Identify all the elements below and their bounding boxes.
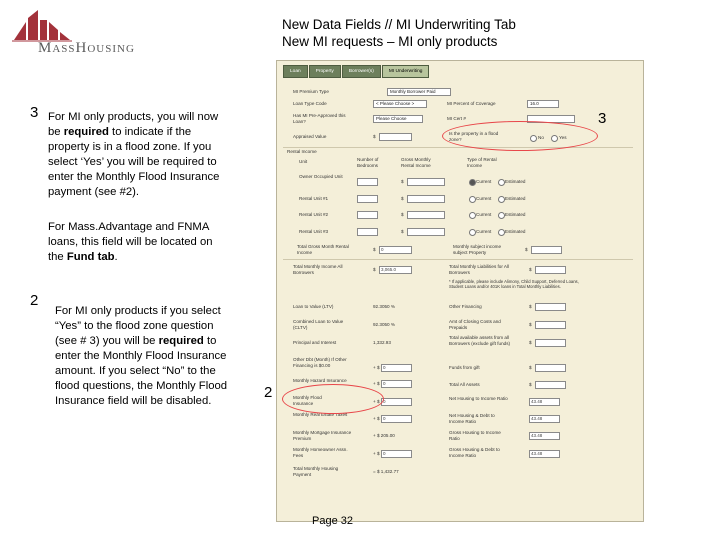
note-3-text: [48, 110, 223, 200]
owner-current-radio[interactable]: [469, 179, 476, 186]
note-3-fund-tab: Fund tab: [66, 251, 115, 263]
monthly-subject-label: Monthly subject income subject Property: [453, 244, 502, 255]
tax-label: Monthly Real Estate Taxes: [293, 412, 348, 417]
row-rental-2: Rental Unit #2: [299, 212, 329, 217]
hazard-label: Monthly Hazard Insurance: [293, 378, 347, 383]
total-housing-value: = $ 1,432.77: [373, 469, 399, 474]
rental3-estimated-radio[interactable]: [498, 229, 505, 236]
owner-estimated-label: Estimated: [505, 179, 526, 184]
row-rental-3: Rental Unit #3: [299, 229, 329, 234]
logo-wordmark: MassHousing: [38, 40, 135, 56]
cltv-label: Combined Loan to Value (CLTV): [293, 319, 344, 330]
flood-zone-label: Is the property in a flood zone?: [449, 131, 499, 142]
flood-insurance-input[interactable]: 0: [381, 398, 412, 406]
total-rental-value: 0: [379, 246, 412, 254]
loan-type-label: Loan Type Code: [293, 101, 327, 106]
other-financing-label: Other Financing: [449, 304, 482, 309]
loan-type-select[interactable]: < Please Choose >: [373, 100, 427, 108]
other-debt-label: Other Dbt (Month) If Other Financing is $0.00: [293, 357, 347, 368]
note-3-part-a: For MI only products, you will now be: [48, 111, 219, 138]
rental2-current-radio[interactable]: [469, 212, 476, 219]
note-3-marker: 3: [30, 104, 39, 121]
note-2-part-b: to enter the Monthly Flood Insurance amount. If you select “No” to the flood questions, the Monthly Flood Insurance field will be disabled.: [55, 335, 228, 407]
owner-estimated-radio[interactable]: [498, 179, 505, 186]
cltv-value: 92.3050 %: [373, 322, 395, 327]
flood-yes-label: Yes: [559, 135, 567, 140]
mi-premium-label: Monthly Mortgage Insurance Premium: [293, 430, 352, 441]
note-2-part-a: For MI only products if you select “Yes” to the flood zone question (see # 3) you will be: [55, 305, 221, 347]
gross-debt-label: Gross Housing & Debt to Income Ratio: [449, 447, 500, 458]
net-debt-label: Net Housing & Debt to Income Ratio: [449, 413, 495, 424]
note-3-fund-text: [48, 220, 223, 265]
total-rental-label: Total Gross Month Rental Income: [297, 244, 349, 255]
mi-underwriting-screenshot: Loan Property Borrower(s) MI Underwriting MI Premium Type Monthly Borrower Paid Loan Type Code < Please Choose > MI Percent of Coverage 16.0 Has MI Pre-Approved this Loan? Please Choose MI Cert # Appraised Value $ Is the property in a flood zone? No Yes Rental Income Unit Number of Bedrooms Gross Monthly Rental Income Type of Rental Income Owner Occupied Unit $ Current Estimated Rental Unit #1 $ Current Estimated Rental Unit #2 $ Current Estimated Rental Unit #3 $ Current Estimated Total Gross Month Rental Income $ 0 Monthly subject income subject Property $ Total Monthly Income All Borrowers $ 3,065.0 Total Monthly Liabilities for All Borrowers $ * If applicable, please include Alimony, Child Support, Deferred Loans, Student Loans and/or 401K loans in Total Monthly Liabilities. Loan to Value (LTV) 92.3050 % Other Financing $ Combined Loan to Value (CLTV) 92.3050 % Amt of Closing Costs and Prepaids $ Principal and Interest 1,332.93 Total available assets from all Borrowers (exclude gift funds) $ Other Dbt (Month) If Other Financing is $0.00 + $ 0 Funds from gift $ Monthly Hazard Insurance + $ 0 Total All Assets $ Monthly Flood Insurance + $ 0 Net Housing to Income Ratio 43.48 Monthly Real Estate Taxes + $ 0 Net Housing & Debt to Income Ratio 43.48 Monthly Mortgage Insurance Premium + $ 205.00 Gross Housing to Income Ratio 43.48 Monthly Homeowner Assn. Fees + $ 0 Gross Housing & Debt to Income Ratio 43.48 Total Monthly Housing Payment = $ 1,432.77: [276, 60, 644, 522]
owner-bedrooms-input[interactable]: [357, 178, 378, 186]
row-rental-1: Rental Unit #1: [299, 196, 329, 201]
rental1-current-radio[interactable]: [469, 196, 476, 203]
liabilities-note: * If applicable, please include Alimony, Child Support, Deferred Loans, Student Loans and/or 401K loans in Total Monthly Liabilities.: [449, 279, 579, 289]
pi-label: Principal and Interest: [293, 340, 337, 345]
tab-mi-underwriting[interactable]: MI Underwriting: [382, 65, 430, 78]
rental3-estimated-label: Estimated: [505, 229, 526, 234]
flood-zone-highlight: [442, 121, 598, 151]
net-housing-label: Net Housing to Income Ratio: [449, 396, 508, 401]
tab-property[interactable]: Property: [309, 65, 341, 78]
funds-gift-input[interactable]: [535, 364, 566, 372]
closing-costs-input[interactable]: [535, 321, 566, 329]
rental3-current-radio[interactable]: [469, 229, 476, 236]
monthly-subject-input[interactable]: [531, 246, 562, 254]
funds-gift-label: Funds from gift: [449, 365, 480, 370]
mi-premium-value: + $ 205.00: [373, 433, 395, 438]
col-gross: Gross Monthly Rental Income: [401, 157, 431, 168]
total-housing-label: Total Monthly Housing Payment: [293, 466, 339, 477]
rental3-rent-input[interactable]: [407, 228, 445, 236]
mi-premium-type-select[interactable]: Monthly Borrower Paid: [387, 88, 451, 96]
col-bedrooms: Number of Bedrooms: [357, 157, 379, 168]
available-assets-label: Total available assets from all Borrowers (exclude gift funds): [449, 335, 511, 346]
rental1-estimated-label: Estimated: [505, 196, 526, 201]
house-logo-icon: [12, 8, 72, 42]
note-3-part-d: .: [114, 251, 118, 263]
rental2-bedrooms-input[interactable]: [357, 211, 378, 219]
flood-no-label: No: [538, 135, 544, 140]
header-line-2: New MI requests – MI only products: [282, 34, 498, 49]
total-assets-label: Total All Assets: [449, 382, 480, 387]
note-2-text: [55, 304, 235, 409]
rental1-rent-input[interactable]: [407, 195, 445, 203]
rental1-estimated-radio[interactable]: [498, 196, 505, 203]
callout-3-marker: 3: [598, 110, 607, 127]
percent-coverage-select[interactable]: 16.0: [527, 100, 559, 108]
gross-housing-label: Gross Housing to Income Ratio: [449, 430, 501, 441]
owner-current-label: Current: [476, 179, 492, 184]
preapproved-select[interactable]: Please Choose: [373, 115, 423, 123]
hoa-label: Monthly Homeowner Assn. Fees: [293, 447, 348, 458]
total-liabilities-label: Total Monthly Liabilities for All Borrowers: [449, 264, 510, 275]
rental1-current-label: Current: [476, 196, 492, 201]
note-3-bold: required: [63, 126, 109, 138]
other-financing-input[interactable]: [535, 303, 566, 311]
total-liabilities-input[interactable]: [535, 266, 566, 274]
col-type: Type of Rental Income: [467, 157, 497, 168]
mi-premium-type-label: MI Premium Type: [293, 89, 329, 94]
net-housing-value: 43.48: [529, 398, 560, 406]
mi-premium-amount: 205.00: [380, 433, 395, 438]
page-number: Page 32: [312, 515, 353, 527]
owner-rent-input[interactable]: [407, 178, 445, 186]
note-3-part-c: For Mass.Advantage and FNMA loans, this field will be located on the: [48, 221, 213, 263]
hoa-input[interactable]: 0: [381, 450, 412, 458]
note-2-marker: 2: [30, 292, 39, 309]
masshousing-logo: [10, 8, 140, 56]
total-income-value: 3,065.0: [379, 266, 412, 274]
flood-insurance-highlight: [282, 384, 384, 414]
rental2-current-label: Current: [476, 212, 492, 217]
note-3-part-b: to indicate if the property is in a flood zone. If you select ‘Yes’ you will be required to enter the Monthly Flood Insurance payment (see #2).: [48, 126, 220, 198]
appraised-input[interactable]: [379, 133, 412, 141]
tab-bar: [283, 65, 430, 78]
rental-income-header: Rental Income: [287, 149, 317, 154]
tab-borrowers[interactable]: Borrower(s): [342, 65, 381, 78]
rental2-estimated-label: Estimated: [505, 212, 526, 217]
tax-input[interactable]: 0: [381, 415, 412, 423]
ltv-value: 92.3050 %: [373, 304, 395, 309]
col-unit: Unit: [299, 159, 308, 164]
total-income-label: Total Monthly Income All Borrowers: [293, 264, 343, 275]
row-owner: Owner Occupied Unit: [299, 174, 343, 179]
rental3-current-label: Current: [476, 229, 492, 234]
gross-housing-value: 43.48: [529, 432, 560, 440]
callout-2-marker: 2: [264, 384, 273, 401]
mi-cert-label: MI Cert #: [447, 116, 466, 121]
note-2-bold: required: [158, 335, 204, 347]
rental2-estimated-radio[interactable]: [498, 212, 505, 219]
total-housing-amount: 1,432.77: [380, 469, 399, 474]
tab-loan[interactable]: Loan: [283, 65, 308, 78]
appraised-label: Appraised Value: [293, 134, 327, 139]
ltv-label: Loan to Value (LTV): [293, 304, 334, 309]
total-assets-value: [535, 381, 566, 389]
pi-value: 1,332.93: [373, 340, 391, 345]
closing-costs-label: Amt of Closing Costs and Prepaids: [449, 319, 501, 330]
other-debt-value[interactable]: 0: [381, 364, 412, 372]
rental1-bedrooms-input[interactable]: [357, 195, 378, 203]
net-debt-value: 43.48: [529, 415, 560, 423]
available-assets-input[interactable]: [535, 339, 566, 347]
header-line-1: New Data Fields // MI Underwriting Tab: [282, 17, 516, 32]
preapproved-label: Has MI Pre-Approved this Loan?: [293, 113, 346, 124]
gross-debt-value: 43.48: [529, 450, 560, 458]
rental3-bedrooms-input[interactable]: [357, 228, 378, 236]
percent-coverage-label: MI Percent of Coverage: [447, 101, 496, 106]
flood-insurance-label: Monthly Flood Insurance: [293, 395, 322, 406]
rental2-rent-input[interactable]: [407, 211, 445, 219]
hazard-input[interactable]: 0: [381, 380, 412, 388]
